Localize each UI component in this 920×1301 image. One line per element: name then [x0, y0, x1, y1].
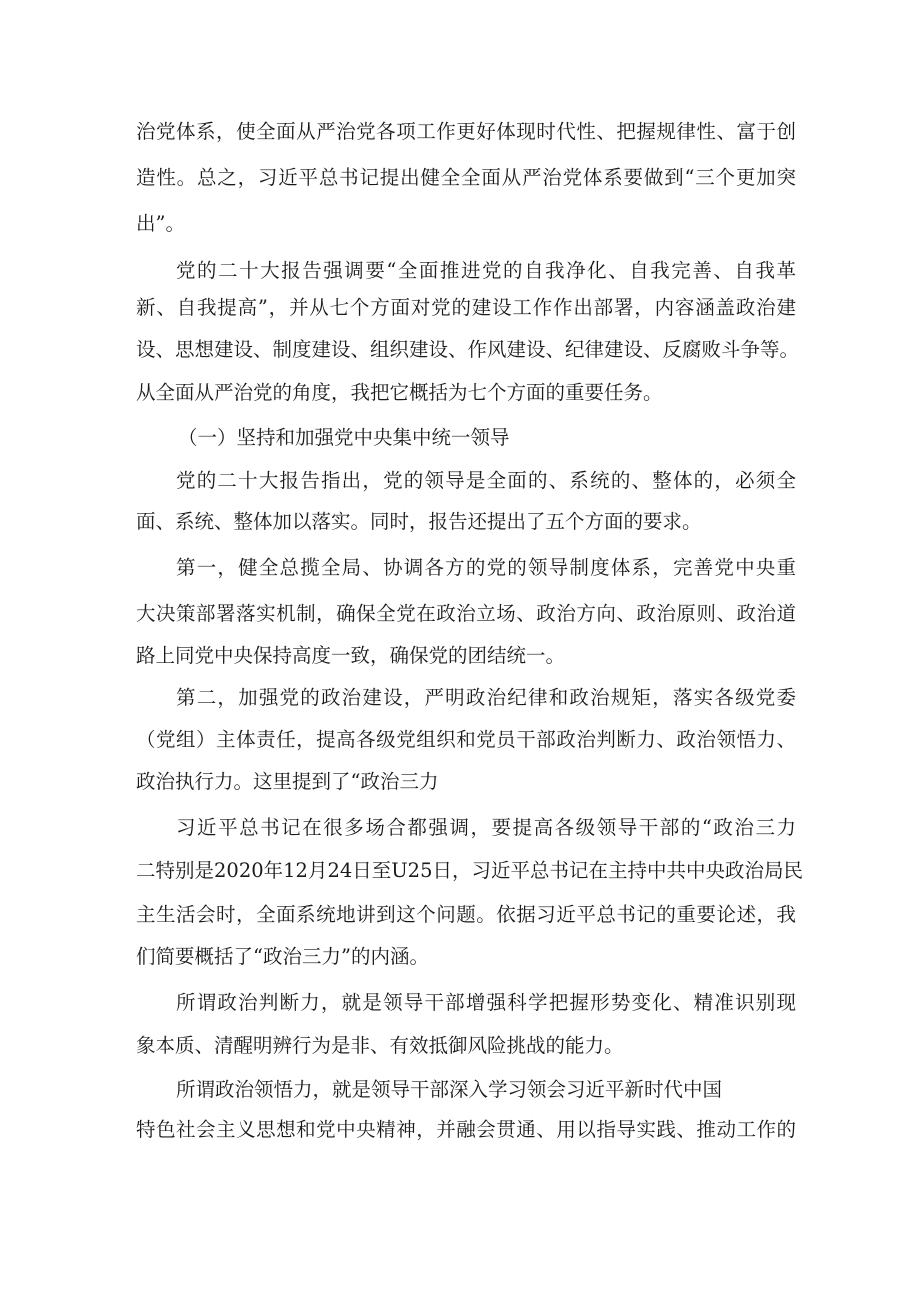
text-line: 治党体系，使全面从严治党各项工作更好体现时代性、把握规律性、富于创	[136, 120, 796, 143]
text-line: 第二，加强党的政治建设，严明政治纪律和政治规矩，落实各级党委	[176, 686, 796, 709]
text-line: 们简要概括了“政治三力”的内涵。	[136, 945, 429, 968]
text-line: 路上同党中央保持高度一致，确保党的团结统一。	[136, 644, 566, 667]
text-line: 特色社会主义思想和党中央精神，并融会贯通、用以指导实践、推动工作的	[136, 1118, 796, 1141]
text-line: 从全面从严治党的角度，我把它概括为七个方面的重要任务。	[136, 381, 663, 404]
text-line: （党组）主体责任，提高各级党组织和党员干部政治判断力、政治领悟力、	[136, 728, 796, 751]
text-line: 大决策部署落实机制，确保全党在政治立场、政治方向、政治原则、政治道	[136, 602, 796, 625]
text-line: 二特别是2020年12月24日至U25日，习近平总书记在主持中共中央政治局民	[136, 859, 803, 882]
text-line: 所谓政治判断力，就是领导干部增强科学把握形势变化、精准识别现	[176, 991, 796, 1014]
text-line: 面、系统、整体加以落实。同时，报告还提出了五个方面的要求。	[136, 510, 702, 533]
section-heading: （一）坚持和加强党中央集中统一领导	[178, 426, 510, 449]
text-line: 设、思想建设、制度建设、组织建设、作风建设、纪律建设、反腐败斗争等。	[136, 338, 800, 361]
text-line: 象本质、清醒明辨行为是非、有效抵御风险挑战的能力。	[136, 1034, 624, 1057]
text-line: 习近平总书记在很多场合都强调，要提高各级领导干部的“政治三力	[176, 816, 796, 839]
text-line: 造性。总之，习近平总书记提出健全全面从严治党体系要做到“三个更加突	[136, 166, 796, 189]
text-line: 所谓政治领悟力，就是领导干部深入学习领会习近平新时代中国	[176, 1078, 723, 1101]
text-line: 新、自我提高”，并从七个方面对党的建设工作作出部署，内容涵盖政治建	[136, 296, 796, 319]
text-line: 党的二十大报告指出，党的领导是全面的、系统的、整体的，必须全	[176, 469, 796, 492]
text-line: 主生活会时，全面系统地讲到这个问题。依据习近平总书记的重要论述，我	[136, 903, 796, 926]
text-line: 党的二十大报告强调要“全面推进党的自我净化、自我完善、自我革	[176, 259, 796, 282]
text-line: 第一，健全总揽全局、协调各方的党的领导制度体系，完善党中央重	[176, 556, 796, 579]
text-line: 政治执行力。这里提到了“政治三力	[136, 770, 439, 793]
text-line: 出”。	[136, 212, 185, 235]
